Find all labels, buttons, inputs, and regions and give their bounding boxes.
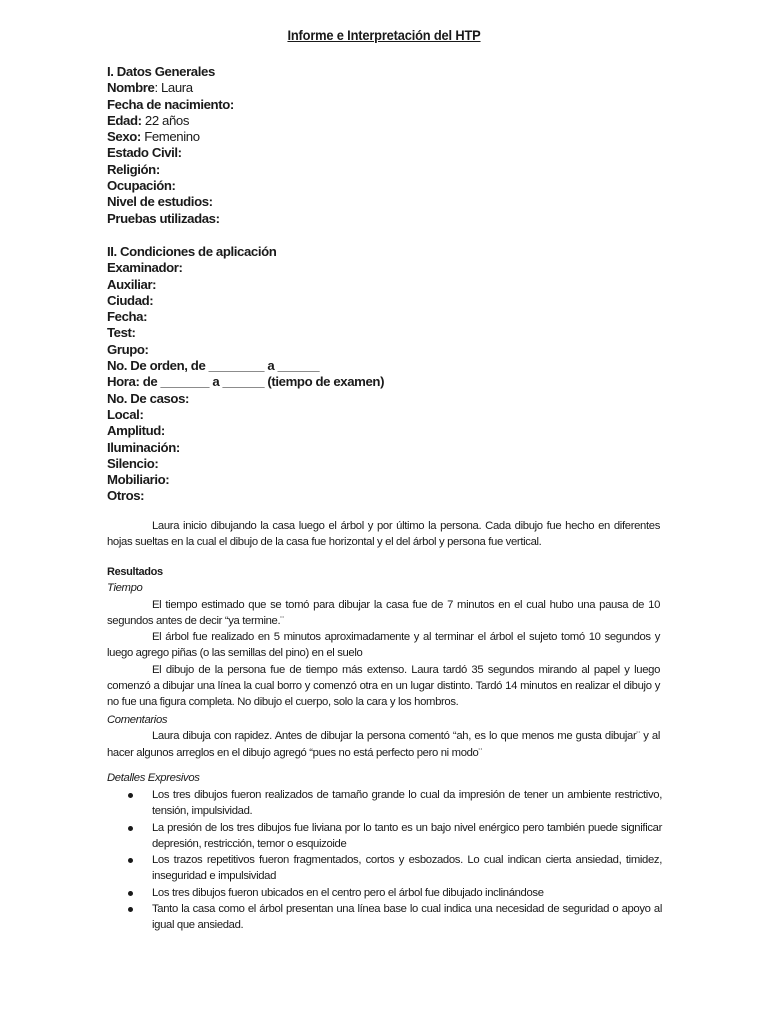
list-item	[128, 787, 662, 820]
field-label: Nivel de estudios:	[107, 194, 213, 210]
condiciones-field-row: Ciudad:	[107, 292, 154, 308]
datos-field-row	[107, 211, 707, 227]
list-item-text: Los tres dibujos fueron realizados de tamaño grande lo cual da impresión de tener un ambiente restrictivo, tensión, impulsividad.	[152, 789, 662, 818]
document-title: Informe e Interpretación del HTP	[287, 27, 481, 43]
datos-generales-heading: I. Datos Generales	[107, 64, 215, 79]
detalles-subheading: Detalles Expresivos	[107, 772, 200, 784]
datos-field-row	[107, 145, 707, 161]
condiciones-field-row: Grupo:	[107, 341, 149, 357]
intro-paragraph: Laura inicio dibujando la casa luego el árbol y por último la persona. Cada dibujo fue hecho en diferentes hojas sueltas en la cual el dibujo de la casa fue horizontal y el del árbol y persona fue vertical.	[107, 520, 660, 549]
datos-field-row	[107, 178, 707, 194]
field-label: Ocupación:	[107, 178, 176, 194]
comentarios-block	[107, 712, 660, 761]
field-label: Fecha de nacimiento:	[107, 96, 234, 112]
tiempo-paragraph-arbol: El árbol fue realizado en 5 minutos aproximadamente y al terminar el árbol el sujeto tomó 10 segundos y luego agrego piñas (o las semillas del pino) en el suelo	[107, 631, 660, 660]
condiciones-field-row: Amplitud:	[107, 423, 165, 439]
bullet-icon	[128, 793, 133, 798]
list-item-text: Los tres dibujos fueron ubicados en el centro pero el árbol fue dibujado inclinándose	[152, 886, 544, 899]
condiciones-field-row: Local:	[107, 406, 144, 422]
field-value: Femenino	[144, 129, 200, 145]
condiciones-field-row: Fecha:	[107, 309, 148, 325]
list-item	[128, 901, 662, 934]
datos-field-row	[107, 113, 707, 129]
datos-field-row	[107, 129, 707, 145]
condiciones-field-row: Auxiliar:	[107, 276, 157, 292]
detalles-list	[128, 787, 662, 934]
field-value: 22 años	[144, 112, 190, 128]
intro-block	[107, 518, 660, 551]
list-item	[128, 852, 662, 885]
field-label: Nombre	[107, 80, 155, 96]
datos-field-row	[107, 80, 707, 96]
list-item-text: Los trazos repetitivos fueron fragmentados, cortos y esbozados. Lo cual indican cierta ansiedad, timidez, inseguridad e impulsividad	[152, 854, 662, 883]
field-label: Edad:	[107, 112, 142, 128]
datos-generales-section	[107, 64, 707, 227]
resultados-block	[107, 564, 660, 711]
condiciones-field-row: Silencio:	[107, 455, 159, 471]
field-label: Pruebas utilizadas:	[107, 210, 220, 226]
comentarios-subheading: Comentarios	[107, 714, 168, 726]
condiciones-section	[107, 244, 707, 505]
datos-field-row	[107, 97, 707, 113]
field-label: Religión:	[107, 161, 160, 177]
condiciones-heading: II. Condiciones de aplicación	[107, 244, 277, 259]
list-item	[128, 885, 662, 901]
tiempo-paragraph-casa: El tiempo estimado que se tomó para dibujar la casa fue de 7 minutos en el cual hubo una pausa de 10 segundos antes de decir “ya termine.¨	[107, 598, 660, 627]
field-separator: :	[154, 80, 161, 96]
bullet-icon	[128, 858, 133, 863]
list-item-text: Tanto la casa como el árbol presentan una línea base lo cual indica una necesidad de seguridad o apoyo al igual que ansiedad.	[152, 903, 662, 932]
bullet-icon	[128, 826, 133, 831]
list-item	[128, 820, 662, 853]
resultados-heading: Resultados	[107, 566, 163, 578]
tiempo-paragraph-persona: El dibujo de la persona fue de tiempo más extenso. Laura tardó 35 segundos mirando al papel y luego comenzó a dibujar una línea la cual borro y comenzó otra en un lugar distinto. Tardó 14 minutos en realizar el dibujo y no fue una figura completa. No dibujo el cuerpo, solo la cara y los hombros.	[107, 663, 660, 709]
detalles-block	[107, 770, 660, 786]
condiciones-field-row: Test:	[107, 325, 136, 341]
datos-field-row	[107, 162, 707, 178]
datos-field-row	[107, 194, 707, 210]
condiciones-field-row: Mobiliario:	[107, 472, 170, 488]
field-label: Sexo:	[107, 129, 141, 145]
bullet-icon	[128, 891, 133, 896]
condiciones-field-row: No. De casos:	[107, 390, 190, 406]
list-item-text: La presión de los tres dibujos fue liviana por lo tanto es un bajo nivel enérgico pero también puede significar depresión, restricción, temor o esquizoide	[152, 821, 662, 850]
condiciones-field-row: Examinador:	[107, 260, 183, 276]
condiciones-field-row: Iluminación:	[107, 439, 180, 455]
bullet-icon	[128, 907, 133, 912]
condiciones-field-row: Hora: de _______ a ______ (tiempo de examen)	[107, 374, 385, 390]
field-label: Estado Civil:	[107, 145, 182, 161]
condiciones-field-row: Otros:	[107, 488, 145, 504]
tiempo-subheading: Tiempo	[107, 582, 143, 595]
comentarios-paragraph: Laura dibuja con rapidez. Antes de dibujar la persona comentó “ah, es lo que menos me gusta dibujar¨ y al hacer algunos arreglos en el dibujo agregó “pues no está perfecto pero ni modo¨	[107, 730, 660, 759]
field-value: Laura	[160, 80, 193, 96]
condiciones-field-row: No. De orden, de ________ a ______	[107, 358, 320, 374]
